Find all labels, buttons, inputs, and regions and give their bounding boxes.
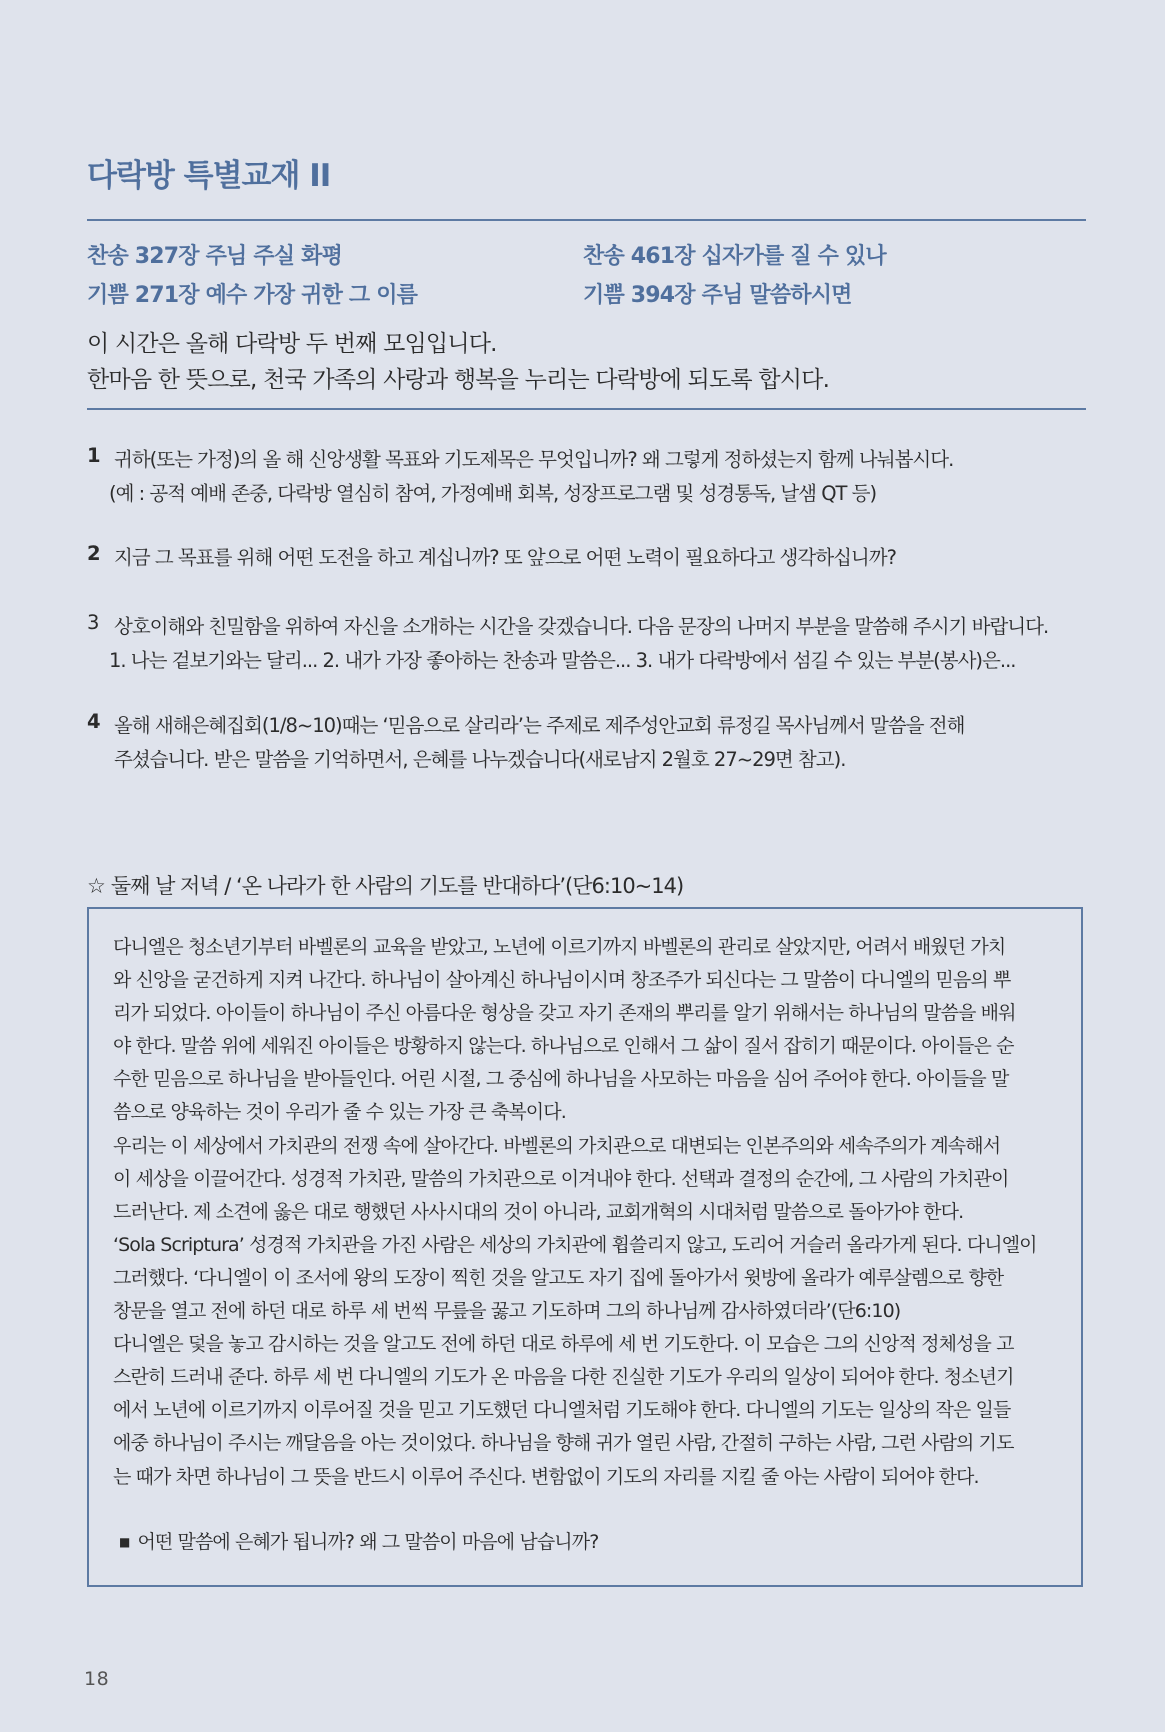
question-text: 올해 새해은혜집회(1/8~10)때는 ‘믿음으로 살리라’는 주제로 제주성안교회 류정길 목사님께서 말씀을 전해 xyxy=(114,714,965,737)
hymn-line-2: 찬송 461장 십자가를 질 수 있나 xyxy=(583,244,886,269)
hymn-line-1: 찬송 327장 주님 주실 화평 xyxy=(87,244,343,269)
question-number: 3 xyxy=(87,611,99,634)
hymn-line-3: 기쁨 271장 예수 가장 귀한 그 이름 xyxy=(87,283,418,308)
question-example: (예 : 공적 예배 존중, 다락방 열심히 참여, 가정예배 회복, 성장프로그램 및 성경통독, 날샘 QT 등) xyxy=(109,482,877,505)
reading-line: 야 한다. 말씀 위에 세워진 아이들은 방황하지 않는다. 하나님으로 인해서 그 삶이 질서 잡히기 때문이다. 아이들은 순 xyxy=(113,1035,1014,1058)
page-title: 다락방 특별교재 II xyxy=(87,158,331,194)
reading-line: 에서 노년에 이르기까지 이루어질 것을 믿고 기도했던 다니엘처럼 기도해야 한다. 다니엘의 기도는 일상의 작은 일들 xyxy=(113,1399,1011,1422)
reading-line: 다니엘은 청소년기부터 바벨론의 교육을 받았고, 노년에 이르기까지 바벨론의 관리로 살았지만, 어려서 배웠던 가치 xyxy=(113,936,1006,958)
reading-line: 우리는 이 세상에서 가치관의 전쟁 속에 살아간다. 바벨론의 가치관으로 대변되는 인본주의와 세속주의가 계속해서 xyxy=(113,1134,1001,1157)
reading-line: 그러했다. ‘다니엘이 이 조서에 왕의 도장이 찍힌 것을 알고도 자기 집에 돌아가서 윗방에 올라가 예루살렘으로 향한 xyxy=(113,1266,1004,1289)
reading-line: 와 신앙을 굳건하게 지켜 나간다. 하나님이 살아계신 하나님이시며 창조주가 되신다는 그 말씀이 다니엘의 믿음의 뿌 xyxy=(113,969,1011,992)
hymn-line-4: 기쁨 394장 주님 말씀하시면 xyxy=(583,283,852,308)
square-bullet-icon: ■ xyxy=(119,1535,130,1549)
intro-text xyxy=(87,326,1087,398)
discussion-prompt xyxy=(119,1527,598,1554)
discussion-prompt-text: 어떤 말씀에 은혜가 됩니까? 왜 그 말씀이 마음에 남습니까? xyxy=(137,1531,599,1553)
page-number: 18 xyxy=(84,1668,110,1690)
reading-box xyxy=(87,907,1083,1587)
question-text-continued: 주셨습니다. 받은 말씀을 기억하면서, 은혜를 나누겠습니다(새로남지 2월호 27~29면 참고). xyxy=(114,748,846,771)
reading-line: 이 세상을 이끌어간다. 성경적 가치관, 말씀의 가치관으로 이겨내야 한다. 선택과 결정의 순간에, 그 사람의 가치관이 xyxy=(113,1167,1009,1190)
reading-line: 수한 믿음으로 하나님을 받아들인다. 어린 시절, 그 중심에 하나님을 사모하는 마음을 심어 주어야 한다. 아이들을 말 xyxy=(113,1068,1009,1091)
section-title-text: 둘째 날 저녁 / ‘온 나라가 한 사람의 기도를 반대하다’(단6:10~14) xyxy=(110,874,684,898)
reading-line: 에중 하나님이 주시는 깨달음을 아는 것이었다. 하나님을 향해 귀가 열린 사람, 간절히 구하는 사람, 그런 사람의 기도 xyxy=(113,1432,1014,1455)
header-divider xyxy=(87,219,1086,221)
question-text: 지금 그 목표를 위해 어떤 도전을 하고 계십니까? 또 앞으로 어떤 노력이 필요하다고 생각하십니까? xyxy=(114,546,896,569)
question-number: 4 xyxy=(87,710,100,733)
section-title xyxy=(87,870,683,900)
reading-line: 씀으로 양육하는 것이 우리가 줄 수 있는 가장 큰 축복이다. xyxy=(113,1101,566,1124)
question-example: 1. 나는 겉보기와는 달리... 2. 내가 가장 좋아하는 찬송과 말씀은... 3. 내가 다락방에서 섬길 수 있는 부분(봉사)은... xyxy=(109,649,1016,672)
reading-line: 스란히 드러내 준다. 하루 세 번 다니엘의 기도가 온 마음을 다한 진실한 기도가 우리의 일상이 되어야 한다. 청소년기 xyxy=(113,1366,1014,1389)
reading-line: 드러난다. 제 소견에 옳은 대로 행했던 사사시대의 것이 아니라, 교회개혁의 시대처럼 말씀으로 돌아가야 한다. xyxy=(113,1200,964,1223)
intro-line: 이 시간은 올해 다락방 두 번째 모임입니다. xyxy=(87,331,497,357)
question-number: 2 xyxy=(87,542,100,565)
intro-divider xyxy=(87,408,1086,410)
question-number: 1 xyxy=(87,444,100,467)
reading-line: 다니엘은 덫을 놓고 감시하는 것을 알고도 전에 하던 대로 하루에 세 번 기도한다. 이 모습은 그의 신앙적 정체성을 고 xyxy=(113,1333,1014,1356)
reading-line: 리가 되었다. 아이들이 하나님이 주신 아름다운 형상을 갖고 자기 존재의 뿌리를 알기 위해서는 하나님의 말씀을 배워 xyxy=(113,1002,1016,1025)
star-icon: ☆ xyxy=(87,874,105,898)
intro-line: 한마음 한 뜻으로, 천국 가족의 사랑과 행복을 누리는 다락방에 되도록 합시다. xyxy=(87,367,830,393)
reading-line: 창문을 열고 전에 하던 대로 하루 세 번씩 무릎을 꿇고 기도하며 그의 하나님께 감사하였더라’(단6:10) xyxy=(113,1300,901,1323)
question-text: 상호이해와 친밀함을 위하여 자신을 소개하는 시간을 갖겠습니다. 다음 문장의 나머지 부분을 말씀해 주시기 바랍니다. xyxy=(114,615,1049,638)
reading-line: 는 때가 차면 하나님이 그 뜻을 반드시 이루어 주신다. 변함없이 기도의 자리를 지킬 줄 아는 사람이 되어야 한다. xyxy=(113,1465,979,1488)
reading-line: ‘Sola Scriptura’ 성경적 가치관을 가진 사람은 세상의 가치관에 휩쓸리지 않고, 도리어 거슬러 올라가게 된다. 다니엘이 xyxy=(113,1233,1037,1256)
reading-text xyxy=(113,931,1061,1494)
question-text: 귀하(또는 가정)의 올 해 신앙생활 목표와 기도제목은 무엇입니까? 왜 그렇게 정하셨는지 함께 나눠봅시다. xyxy=(114,448,954,471)
